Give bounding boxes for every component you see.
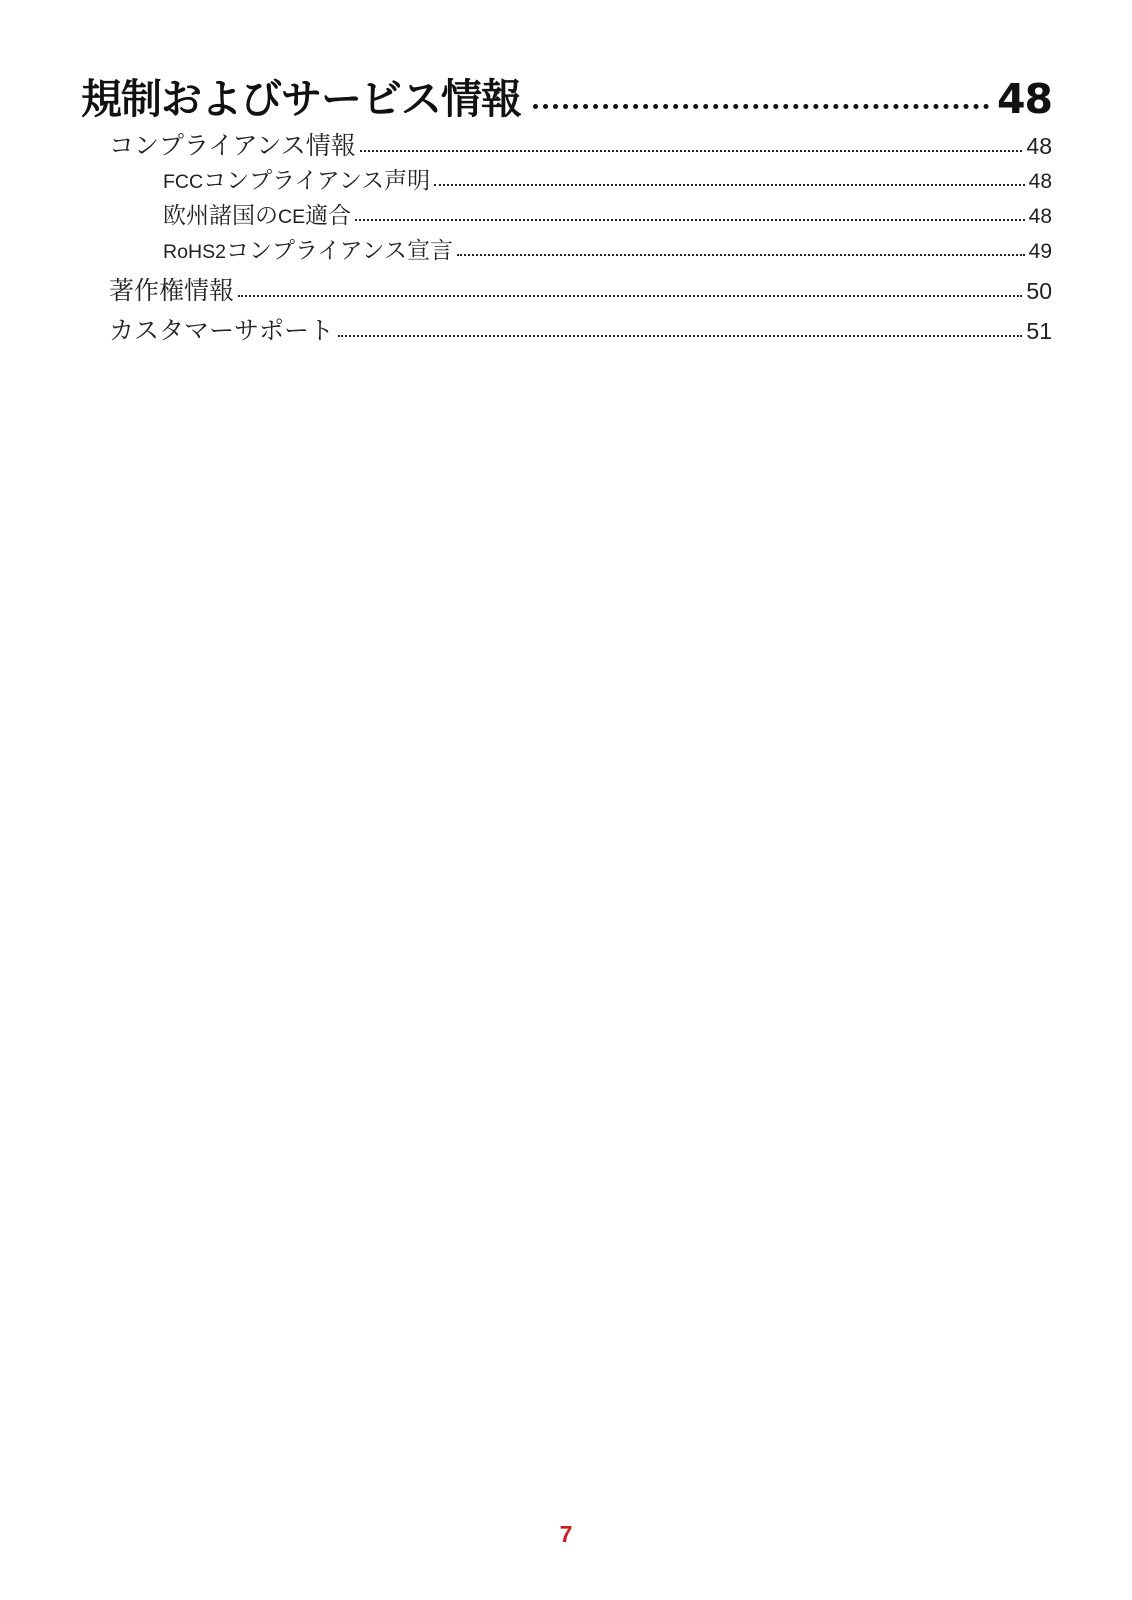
table-of-contents — [81, 66, 1052, 347]
dot-leader — [533, 104, 989, 109]
toc-entry-title: コンプライアンス情報 — [109, 131, 356, 160]
toc-entry-page: 48 — [1028, 205, 1052, 228]
toc-entry-title: 著作権情報 — [109, 276, 235, 305]
dot-leader — [434, 184, 1024, 186]
toc-entry-page: 51 — [1026, 318, 1052, 344]
toc-entry-title-latin: FCC — [163, 171, 204, 193]
toc-entry-title-text: コンプライアンス宣言 — [225, 238, 453, 264]
toc-entry-compliance-info[interactable] — [109, 126, 1052, 162]
toc-entry-ce-conformity[interactable] — [163, 197, 1052, 232]
toc-entry-page: 48 — [996, 75, 1052, 123]
toc-entry-page: 48 — [1026, 133, 1052, 159]
toc-entry-copyright-info[interactable] — [109, 271, 1052, 307]
toc-entry-page: 50 — [1026, 278, 1052, 304]
dot-leader — [238, 295, 1022, 297]
toc-entry-fcc-statement[interactable] — [163, 162, 1052, 197]
page-number: 7 — [559, 1521, 573, 1547]
toc-entry-title: カスタマーサポート — [109, 316, 335, 345]
toc-entry-title — [163, 232, 453, 265]
dot-leader — [338, 335, 1022, 337]
toc-entry-title-text: コンプライアンス声明 — [203, 168, 431, 194]
toc-entry-regulatory-service-info[interactable] — [81, 66, 1052, 122]
toc-entry-title — [163, 162, 430, 195]
toc-entry-title-suffix: 適合 — [305, 203, 352, 229]
dot-leader — [457, 254, 1025, 256]
toc-entry-title-latin: CE — [278, 206, 306, 228]
toc-entry-customer-support[interactable] — [109, 311, 1052, 347]
dot-leader — [360, 150, 1023, 152]
dot-leader — [355, 219, 1025, 221]
toc-entry-page: 48 — [1028, 170, 1052, 193]
toc-entry-title: 規制およびサービス情報 — [81, 75, 521, 123]
toc-entry-title-latin: RoHS2 — [163, 241, 226, 263]
toc-entry-page: 49 — [1028, 240, 1052, 263]
toc-entry-title-prefix: 欧州諸国の — [163, 203, 278, 229]
toc-entry-title — [163, 197, 351, 230]
toc-entry-rohs2-declaration[interactable] — [163, 232, 1052, 267]
